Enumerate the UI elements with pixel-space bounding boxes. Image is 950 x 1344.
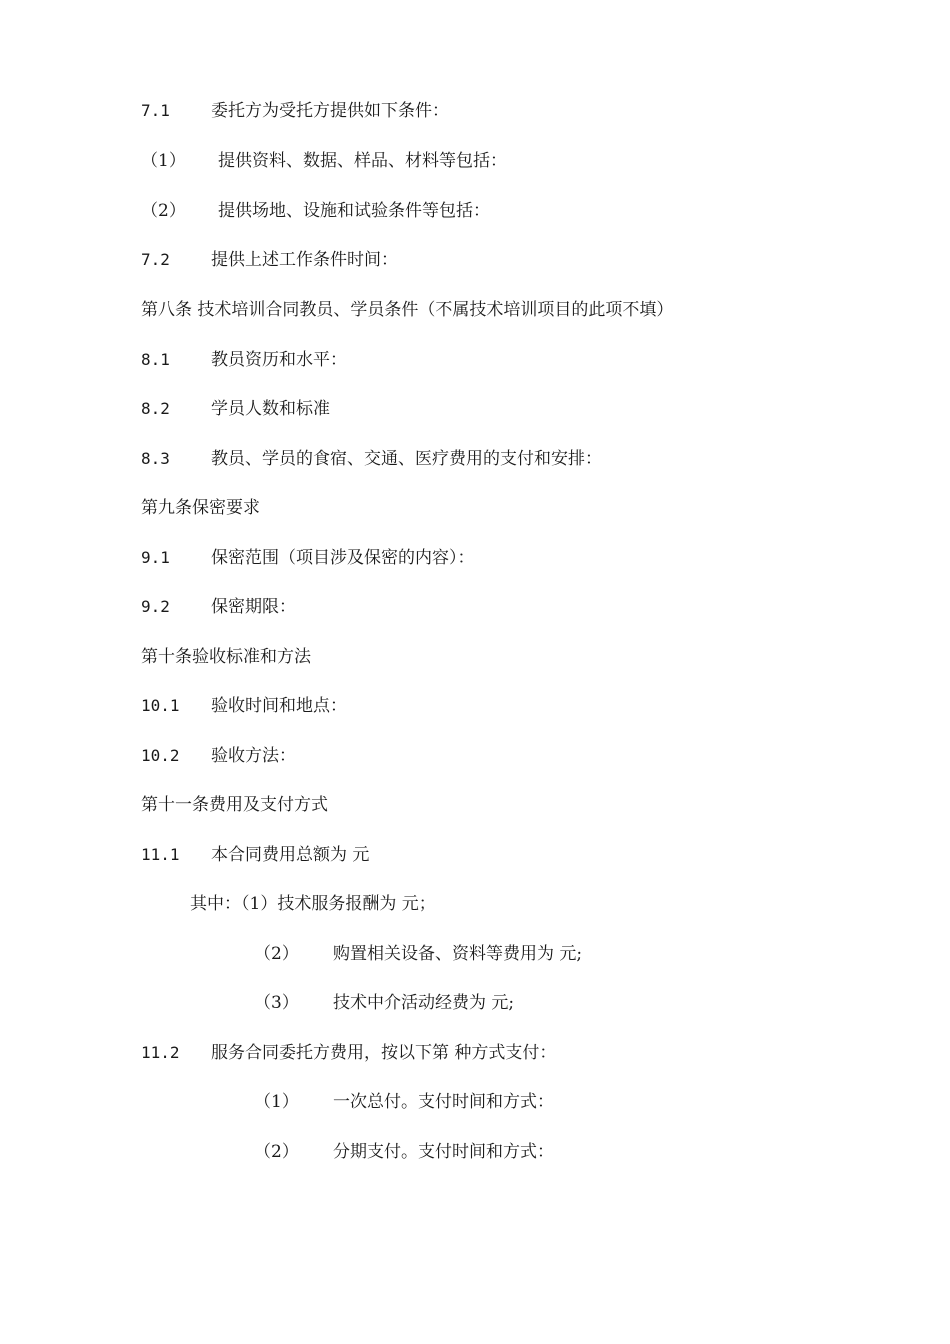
item-number: （1） xyxy=(254,1092,299,1112)
clause-number: 11.1 xyxy=(141,845,180,864)
clause-number: 7.2 xyxy=(141,250,170,269)
clause-number: 9.2 xyxy=(141,597,170,616)
clause-text: 提供上述工作条件时间： xyxy=(211,250,398,270)
article-heading-text: 第八条 技术培训合同教员、学员条件（不属技术培训项目的此项不填） xyxy=(141,300,674,320)
clause-number: 11.2 xyxy=(141,1043,180,1062)
item-number: （2） xyxy=(141,201,186,221)
article-heading-text: 第十一条费用及支付方式 xyxy=(141,795,328,815)
item-text: 提供场地、设施和试验条件等包括： xyxy=(218,201,490,221)
item-number: （2） xyxy=(254,944,299,964)
item-text: 技术中介活动经费为 元; xyxy=(333,993,515,1013)
clause-number: 10.2 xyxy=(141,746,180,765)
item-text: 分期支付。支付时间和方式： xyxy=(333,1142,554,1162)
clause-text: 保密范围（项目涉及保密的内容）： xyxy=(211,548,475,568)
item-text: 其中：（1）技术服务报酬为 元； xyxy=(190,894,436,914)
clause-text: 验收方法： xyxy=(211,746,296,766)
clause-number: 9.1 xyxy=(141,548,170,567)
clause-text: 本合同费用总额为 元 xyxy=(211,845,370,865)
item-text: 提供资料、数据、样品、材料等包括： xyxy=(218,151,507,171)
clause-text: 学员人数和标准 xyxy=(211,399,330,419)
article-heading-text: 第十条验收标准和方法 xyxy=(141,647,311,667)
clause-text: 验收时间和地点： xyxy=(211,696,347,716)
article-heading-text: 第九条保密要求 xyxy=(141,498,260,518)
clause-text: 委托方为受托方提供如下条件： xyxy=(211,101,449,121)
clause-text: 教员资历和水平： xyxy=(211,350,347,370)
clause-text: 教员、学员的食宿、交通、医疗费用的支付和安排： xyxy=(211,449,602,469)
clause-text: 保密期限： xyxy=(211,597,296,617)
clause-number: 8.3 xyxy=(141,449,170,468)
item-number: （3） xyxy=(254,993,299,1013)
clause-number: 8.2 xyxy=(141,399,170,418)
clause-number: 10.1 xyxy=(141,696,180,715)
item-number: （2） xyxy=(254,1142,299,1162)
item-number: （1） xyxy=(141,151,186,171)
clause-number: 7.1 xyxy=(141,101,170,120)
item-text: 购置相关设备、资料等费用为 元; xyxy=(333,944,583,964)
clause-text: 服务合同委托方费用，按以下第 种方式支付： xyxy=(211,1043,557,1063)
item-text: 一次总付。支付时间和方式： xyxy=(333,1092,554,1112)
clause-number: 8.1 xyxy=(141,350,170,369)
